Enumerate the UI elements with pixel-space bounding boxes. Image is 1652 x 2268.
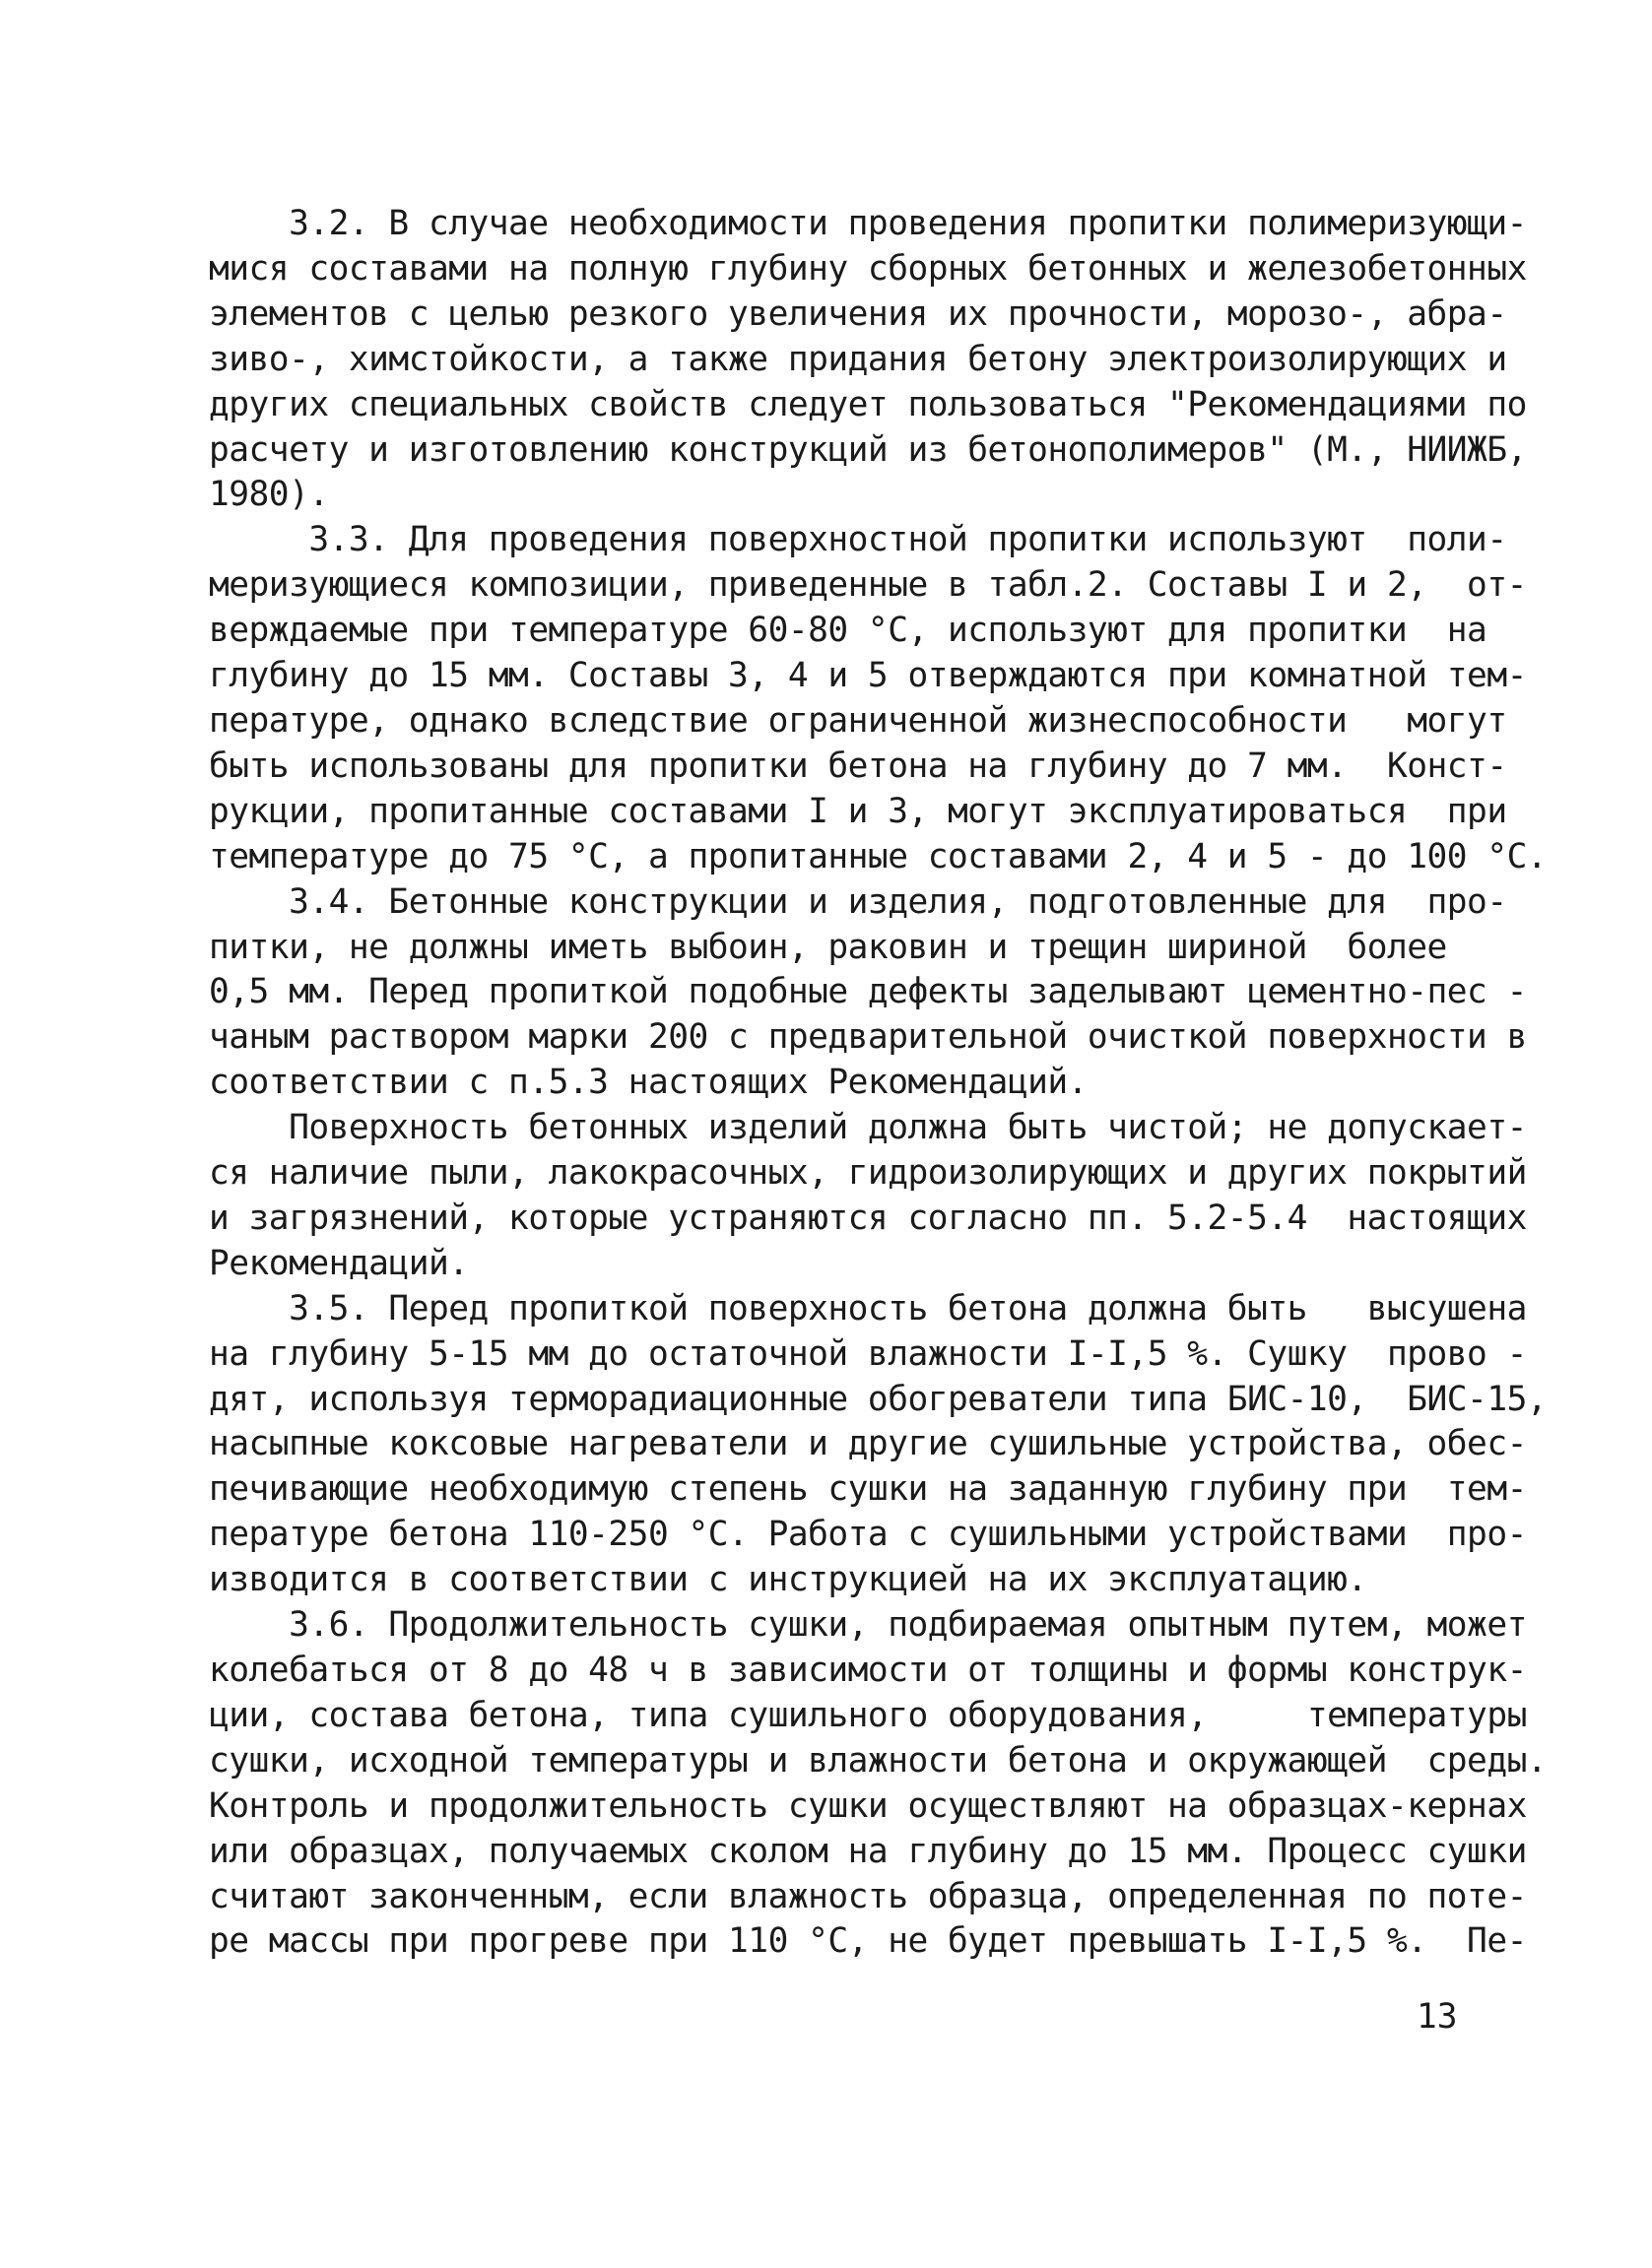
- text-line: 3.6. Продолжительность сушки, подбираемая опытным путем, может: [209, 1605, 1527, 1646]
- text-line: колебаться от 8 до 48 ч в зависимости от толщины и формы конструк-: [209, 1651, 1527, 1690]
- text-line: на глубину 5-15 мм до остаточной влажности I-I,5 %. Сушку прово -: [209, 1333, 1527, 1374]
- text-line: меризующиеся композиции, приведенные в табл.2. Составы I и 2, от-: [209, 565, 1527, 606]
- text-line: печивающие необходимую степень сушки на заданную глубину при тем-: [209, 1469, 1527, 1510]
- text-line: и загрязнений, которые устраняются согласно пп. 5.2-5.4 настоящих: [209, 1198, 1527, 1238]
- text-line: пературе бетона 110-250 °С. Работа с сушильными устройствами про-: [209, 1515, 1527, 1555]
- text-line: 3.5. Перед пропиткой поверхность бетона должна быть высушена: [209, 1288, 1527, 1328]
- text-line: расчету и изготовлению конструкций из бетонополимеров" (М., НИИЖБ,: [209, 429, 1527, 470]
- text-line: рукции, пропитанные составами I и 3, могут эксплуатироваться при: [209, 791, 1507, 831]
- text-line: изводится в соответствии с инструкцией на их эксплуатацию.: [209, 1560, 1367, 1600]
- text-line: Контроль и продолжительность сушки осуществляют на образцах-кернах: [209, 1785, 1527, 1826]
- text-line: мися составами на полную глубину сборных бетонных и железобетонных: [209, 248, 1527, 289]
- text-line: сушки, исходной температуры и влажности бетона и окружающей среды.: [209, 1740, 1548, 1781]
- paragraph-p3-4: [209, 880, 1527, 1107]
- text-line: верждаемые при температуре 60-80 °С, используют для пропитки на: [209, 611, 1487, 651]
- text-line: насыпные коксовые нагреватели и другие сушильные устройства, обес-: [209, 1424, 1527, 1464]
- text-line: других специальных свойств следует пользоваться "Рекомендациями по: [209, 384, 1527, 424]
- text-line: ции, состава бетона, типа сушильного оборудования, температуры: [209, 1695, 1527, 1735]
- text-line: чаным раствором марки 200 с предварительной очисткой поверхности в: [209, 1017, 1527, 1058]
- paragraph-p3-2: [209, 202, 1527, 518]
- text-line: или образцах, получаемых сколом на глубину до 15 мм. Процесс сушки: [209, 1831, 1527, 1871]
- text-line: считают законченным, если влажность образца, определенная по поте-: [209, 1876, 1527, 1916]
- text-line: дят, используя терморадиационные обогреватели типа БИС-10, БИС-15,: [209, 1379, 1548, 1419]
- text-line: ся наличие пыли, лакокрасочных, гидроизолирующих и других покрытий: [209, 1153, 1527, 1194]
- paragraph-p3-5: [209, 1287, 1548, 1603]
- text-line: питки, не должны иметь выбоин, раковин и трещин шириной более: [209, 927, 1447, 967]
- text-line: 3.3. Для проведения поверхностной пропитки используют поли-: [209, 520, 1507, 560]
- text-line: ре массы при прогреве при 110 °С, не будет превышать I-I,5 %. Пе-: [209, 1921, 1527, 1962]
- text-line: соответствии с п.5.3 настоящих Рекомендаций.: [209, 1063, 1088, 1103]
- paragraph-p3-4b: [209, 1106, 1527, 1287]
- text-line: быть использованы для пропитки бетона на глубину до 7 мм. Конст-: [209, 745, 1507, 786]
- text-line: зиво-, химстойкости, а также придания бетону электроизолирующих и: [209, 339, 1507, 379]
- document-body: [209, 202, 1548, 1965]
- page-number: 13: [1417, 1997, 1458, 2037]
- text-line: 3.2. В случае необходимости проведения пропитки полимеризующи-: [209, 204, 1527, 243]
- text-line: 1980).: [209, 475, 329, 515]
- text-line: Рекомендаций.: [209, 1243, 469, 1283]
- text-line: Поверхность бетонных изделий должна быть чистой; не допускает-: [209, 1108, 1527, 1148]
- text-line: температуре до 75 °С, а пропитанные составами 2, 4 и 5 - до 100 °С.: [209, 836, 1548, 876]
- paragraph-p3-6: [209, 1603, 1548, 1965]
- text-line: глубину до 15 мм. Составы 3, 4 и 5 отверждаются при комнатной тем-: [209, 656, 1527, 696]
- text-line: 0,5 мм. Перед пропиткой подобные дефекты заделывают цементно-пес -: [209, 972, 1527, 1012]
- text-line: элементов с целью резкого увеличения их прочности, морозо-, абра-: [209, 293, 1507, 334]
- paragraph-p3-3: [209, 518, 1548, 879]
- text-line: 3.4. Бетонные конструкции и изделия, подготовленные для про-: [209, 881, 1507, 922]
- text-line: пературе, однако вследствие ограниченной жизнеспособности могут: [209, 700, 1507, 741]
